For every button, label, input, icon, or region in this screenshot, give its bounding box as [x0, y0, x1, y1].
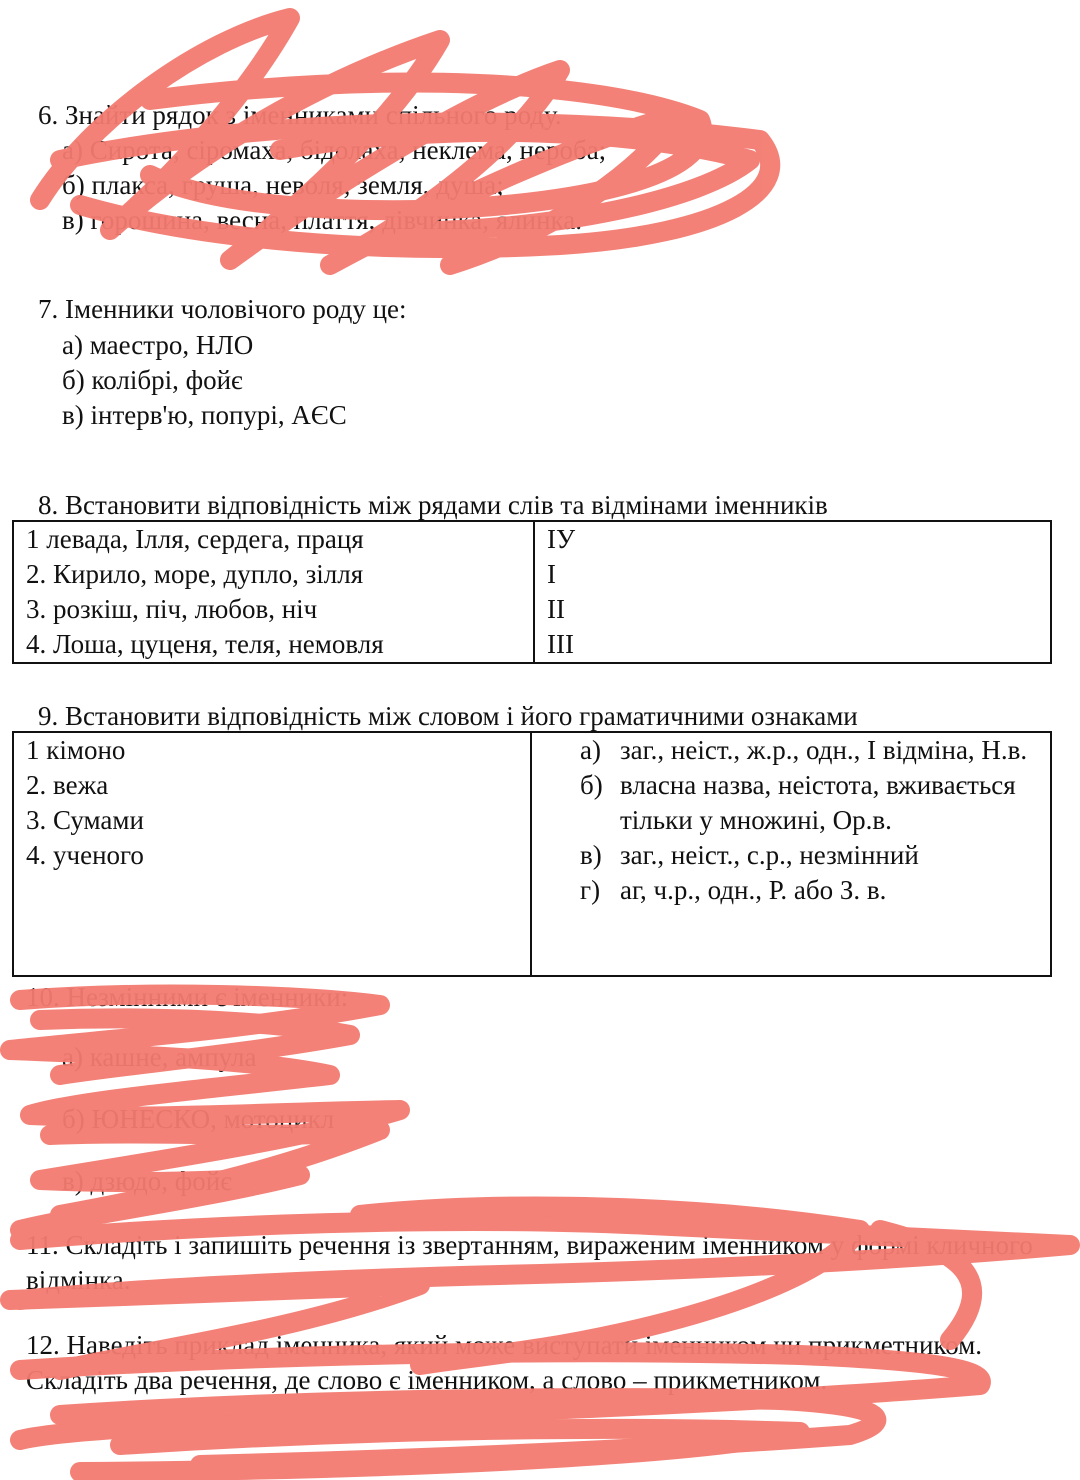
- q9-words-column: [13, 732, 531, 976]
- q8-title: 8. Встановити відповідність між рядами слів та відмінами іменників: [38, 490, 828, 520]
- q9-feature-c-text: заг., неіст., с.р., незмінний: [620, 840, 919, 870]
- q9-word-4: 4. ученого: [26, 840, 144, 870]
- q10-option-a: а) кашне, ампула: [62, 1042, 257, 1072]
- q6-option-b: б) плакса, груша, неволя, земля, душа;: [62, 170, 504, 200]
- q8-declension-3: ІІ: [547, 594, 565, 624]
- q8-table: [12, 520, 1052, 664]
- q9-feature-b-text: власна назва, неістота, вживається тільки у множині, Ор.в.: [620, 770, 1016, 835]
- q8-declension-1: ІУ: [547, 524, 576, 554]
- q11-title: 11. Складіть і запишіть речення із звертанням, вираженим іменником у формі кличного відмінка.: [26, 1230, 1033, 1295]
- q9-feature-a-letter: а): [580, 735, 601, 765]
- q9-feature-b: [580, 768, 1036, 838]
- q8-row-3: 3. розкіш, піч, любов, ніч: [26, 594, 318, 624]
- q7-option-a: а) маестро, НЛО: [62, 330, 254, 360]
- q9-table: [12, 731, 1052, 977]
- q9-feature-d: [580, 873, 1036, 908]
- q8-words-column: [13, 521, 534, 663]
- q9-title: 9. Встановити відповідність між словом і його граматичними ознаками: [38, 701, 858, 731]
- q9-features-column: [531, 732, 1051, 976]
- q9-feature-d-text: аг, ч.р., одн., Р. або З. в.: [620, 875, 887, 905]
- q7-title: 7. Іменники чоловічого роду це:: [38, 294, 407, 324]
- q9-word-1: 1 кімоно: [26, 735, 126, 765]
- q10-title: 10. Незмінними є іменники:: [26, 982, 349, 1012]
- q9-feature-a: [580, 733, 1036, 768]
- q8-row-4: 4. Лоша, цуценя, теля, немовля: [26, 629, 384, 659]
- q6-title: 6. Знайти рядок з іменниками спільного роду.: [38, 100, 562, 130]
- q12-title: 12. Наведіть приклад іменника, який може виступати іменником чи прикметником. Складіть два речення, де слово є іменником, а слово – прикметником.: [26, 1330, 982, 1395]
- q9-feature-d-letter: г): [580, 875, 601, 905]
- q8-declension-4: ІІІ: [547, 629, 574, 659]
- q7-option-b: б) колібрі, фойє: [62, 365, 243, 395]
- q8-declension-2: І: [547, 559, 556, 589]
- q9-feature-b-letter: б): [580, 770, 603, 800]
- q8-declension-column: [534, 521, 1051, 663]
- q9-feature-c: [580, 838, 1036, 873]
- q9-feature-c-letter: в): [580, 840, 602, 870]
- q10-option-c: в) дзюдо, фойє: [62, 1166, 232, 1196]
- q10-option-b: б) ЮНЕСКО, мотоцикл: [62, 1104, 335, 1134]
- q6-option-a: а) Сирота, сіромаха, бідолаха, неклема, нероба;: [62, 135, 607, 165]
- q9-word-2: 2. вежа: [26, 770, 109, 800]
- q9-feature-a-text: заг., неіст., ж.р., одн., І відміна, Н.в.: [620, 735, 1028, 765]
- q8-row-2: 2. Кирило, море, дупло, зілля: [26, 559, 364, 589]
- q8-row-1: 1 левада, Ілля, сердега, праця: [26, 524, 364, 554]
- q6-option-c: в) горошина, весна, плаття, дівчинка, ялинка.: [62, 205, 582, 235]
- q7-option-c: в) інтерв'ю, попурі, АЄС: [62, 400, 347, 430]
- q9-word-3: 3. Сумами: [26, 805, 144, 835]
